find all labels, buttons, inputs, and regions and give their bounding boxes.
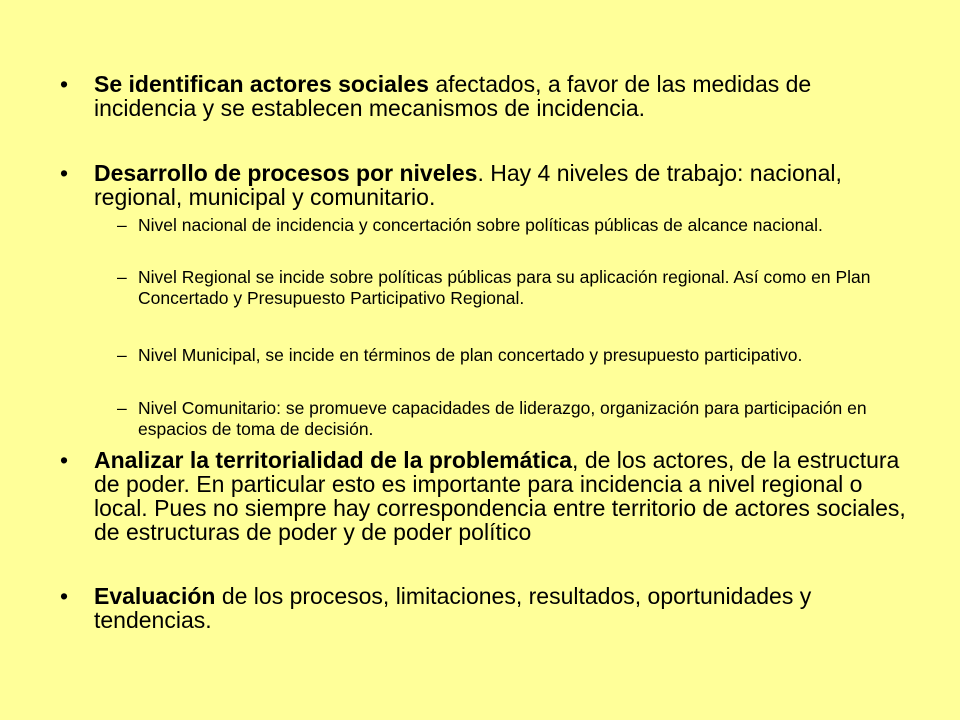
bullet-rest: , de los actores, de la estructura de poder. En particular esto es importante para incidencia a nivel regional o local. Pues no siempre hay correspondencia entre territorio de actores sociales, de estructuras de poder y de poder político bbox=[94, 447, 906, 545]
bullet-text bbox=[94, 72, 914, 120]
bullet-rest: de los procesos, limitaciones, resultados, oportunidades y tendencias. bbox=[94, 583, 812, 633]
bullet-text bbox=[94, 584, 914, 632]
bullet-bold: Analizar la territorialidad de la problemática bbox=[94, 447, 573, 473]
bullet-territorialidad bbox=[60, 448, 914, 544]
bullet-mark: • bbox=[60, 160, 69, 186]
bullet-bold: Se identifican actores sociales bbox=[94, 71, 429, 97]
subitem-nacional bbox=[117, 215, 878, 236]
bullet-mark: • bbox=[60, 583, 69, 609]
dash-mark: – bbox=[117, 267, 127, 287]
bullet-mark: • bbox=[60, 71, 69, 97]
bullet-evaluacion bbox=[60, 584, 914, 632]
bullet-text bbox=[94, 448, 914, 544]
subitem-regional bbox=[117, 267, 878, 309]
dash-mark: – bbox=[117, 215, 127, 235]
bullet-mark: • bbox=[60, 447, 69, 473]
bullet-rest: afectados, a favor de las medidas de incidencia y se establecen mecanismos de incidencia. bbox=[94, 71, 812, 121]
subitem-text: Nivel Regional se incide sobre políticas públicas para su aplicación regional. Así como en Plan Concertado y Presupuesto Participativo Regional. bbox=[138, 267, 871, 308]
subitem-text: Nivel Municipal, se incide en términos de plan concertado y presupuesto participativo. bbox=[138, 345, 803, 365]
bullet-rest: . Hay 4 niveles de trabajo: nacional, regional, municipal y comunitario. bbox=[94, 160, 842, 210]
bullet-actores-sociales bbox=[60, 72, 914, 120]
bullet-bold: Evaluación bbox=[94, 583, 216, 609]
bullet-text bbox=[94, 161, 914, 209]
dash-mark: – bbox=[117, 345, 127, 365]
subitem-comunitario bbox=[117, 398, 878, 440]
subitem-municipal bbox=[117, 345, 878, 366]
bullet-procesos-niveles bbox=[60, 161, 914, 209]
dash-mark: – bbox=[117, 398, 127, 418]
subitem-text: Nivel Comunitario: se promueve capacidades de liderazgo, organización para participación en espacios de toma de decisión. bbox=[138, 398, 867, 439]
bullet-bold: Desarrollo de procesos por niveles bbox=[94, 160, 478, 186]
subitem-text: Nivel nacional de incidencia y concertación sobre políticas públicas de alcance nacional. bbox=[138, 215, 823, 235]
